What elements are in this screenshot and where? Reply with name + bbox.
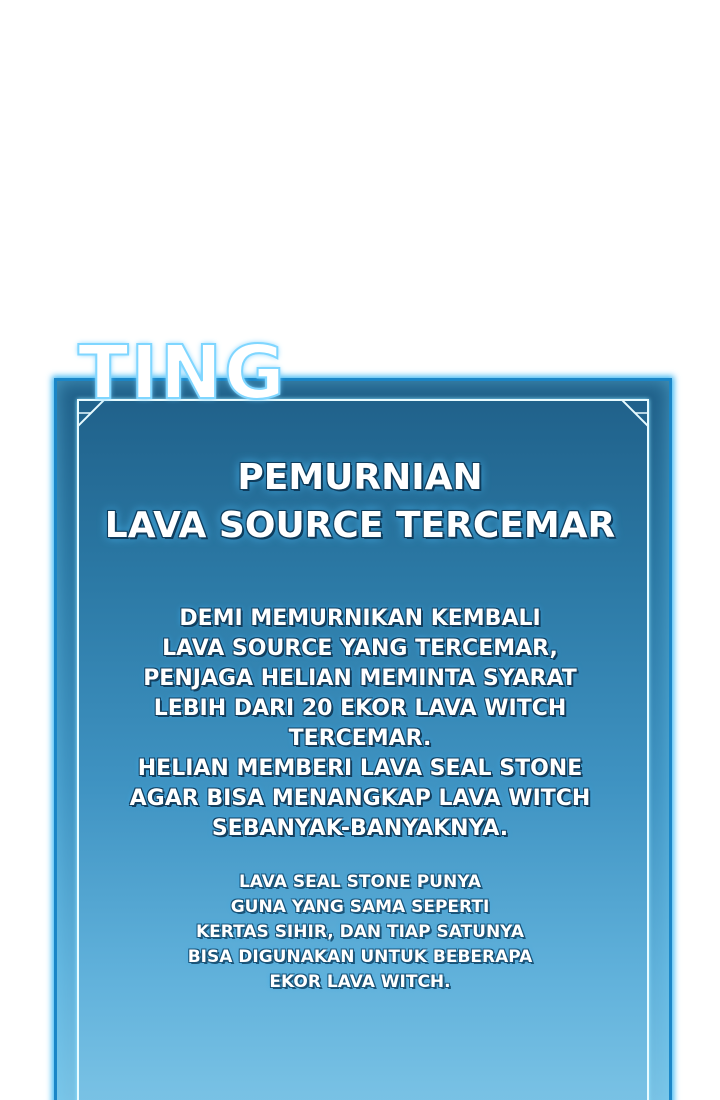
quest-note	[130, 870, 590, 995]
corner-ornament-top-right-icon	[621, 399, 649, 427]
description-line: AGAR BISA MENANGKAP LAVA WITCH	[129, 786, 591, 811]
quest-description	[100, 604, 620, 844]
description-line: LAVA SOURCE YANG TERCEMAR,	[162, 636, 558, 661]
note-line: LAVA SEAL STONE PUNYA	[238, 872, 482, 892]
description-line: LEBIH DARI 20 EKOR LAVA WITCH	[153, 696, 567, 721]
note-line: EKOR LAVA WITCH.	[269, 972, 451, 992]
description-line: DEMI MEMURNIKAN KEMBALI	[179, 606, 541, 631]
description-line: SEBANYAK-BANYAKNYA.	[211, 816, 509, 841]
sound-effect-text: TING	[78, 330, 287, 416]
description-line: HELIAN MEMBERI LAVA SEAL STONE	[137, 756, 583, 781]
quest-title-line: PEMURNIAN	[237, 457, 483, 498]
description-line: PENJAGA HELIAN MEMINTA SYARAT	[143, 666, 577, 691]
note-line: KERTAS SIHIR, DAN TIAP SATUNYA	[195, 922, 525, 942]
description-line: TERCEMAR.	[288, 726, 432, 751]
quest-title-line: LAVA SOURCE TERCEMAR	[104, 505, 616, 546]
note-line: GUNA YANG SAMA SEPERTI	[230, 897, 490, 917]
note-line: BISA DIGUNAKAN UNTUK BEBERAPA	[187, 947, 533, 967]
